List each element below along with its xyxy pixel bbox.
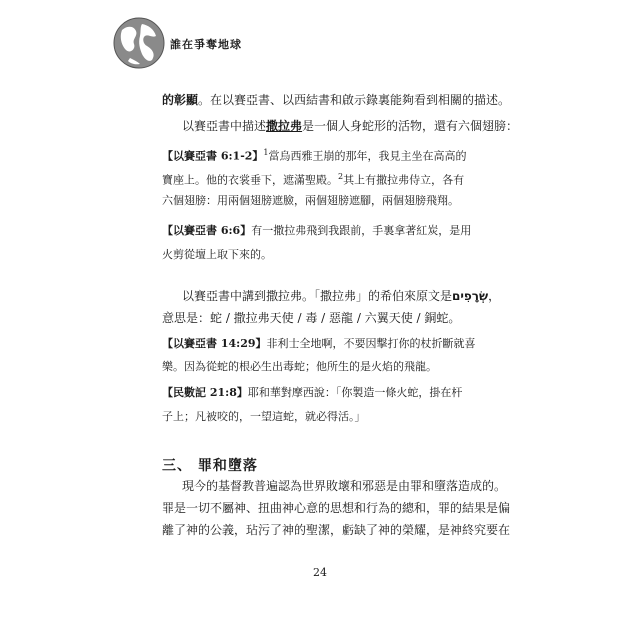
quote-3-line-2: 樂。因為從蛇的根必生出毒蛇；他所生的是火焰的飛龍。 <box>162 360 437 373</box>
quote-text: 寶座上。他的衣裳垂下，遮滿聖殿。 <box>162 173 338 187</box>
quote-text: 當烏西雅王崩的那年，我見主坐在高高的 <box>268 149 467 163</box>
paragraph-1 <box>162 92 510 108</box>
paragraph-3-line-2: 意思是：蛇 / 撒拉弗天使 / 毒 / 惡龍 / 六翼天使 / 銅蛇。 <box>162 311 461 325</box>
paragraph-text: 以賽亞書中描述 <box>182 119 267 133</box>
paragraph-4-line-3: 離了神的公義，玷污了神的聖潔，虧缺了神的榮耀，是神終究要在 <box>162 523 511 537</box>
bold-text: 的彰顯 <box>162 93 199 107</box>
quote-1-line-1 <box>162 145 467 165</box>
paragraph-text: 以賽亞書中講到撒拉弗。「撒拉弗」的希伯來原文是 <box>182 289 453 303</box>
paragraph-4-line-2: 罪是一切不屬神、扭曲神心意的思想和行為的總和，罪的結果是偏 <box>162 501 511 515</box>
running-header-title: 誰在爭奪地球 <box>170 38 242 51</box>
quote-1-line-2 <box>162 169 464 189</box>
section-heading: 三、 罪和墮落 <box>162 458 258 474</box>
scripture-ref: 【以賽亞書 6:1-2】 <box>162 149 264 163</box>
quote-3-line-1 <box>162 336 476 352</box>
paragraph-2 <box>182 118 518 134</box>
page-number: 24 <box>313 566 327 579</box>
quote-4-line-2: 子上；凡被咬的，一望這蛇，就必得活。」 <box>162 410 366 423</box>
quote-1-line-3: 六個翅膀：用兩個翅膀遮臉，兩個翅膀遮腳，兩個翅膀飛翔。 <box>162 194 459 207</box>
quote-text: 其上有撒拉弗侍立，各有 <box>343 173 465 187</box>
verse-number: 2 <box>338 172 344 181</box>
quote-4-line-1 <box>162 385 462 401</box>
hebrew-word: שְׂרָפִים <box>452 289 489 303</box>
scripture-ref: 【民數記 21:8】 <box>162 386 248 399</box>
quote-text: 耶和華對摩西說：「你製造一條火蛇，掛在杆 <box>247 386 463 399</box>
quote-text: 非利士全地啊，不要因擊打你的杖折斷就喜 <box>266 337 476 350</box>
paragraph-text: 。在以賽亞書、以西結書和啟示錄裏能夠看到相關的描述。 <box>198 93 511 107</box>
paragraph-4-line-1: 現今的基督教普遍認為世界敗壞和邪惡是由罪和墮落造成的。 <box>182 479 507 493</box>
quote-text: 有一撒拉弗飛到我跟前，手裏拿著紅炭，是用 <box>251 224 472 237</box>
verse-number: 1 <box>263 148 269 157</box>
globe-icon <box>112 16 166 70</box>
scripture-ref: 【以賽亞書 14:29】 <box>162 337 267 350</box>
punctuation: ， <box>488 289 501 303</box>
paragraph-3-line-1 <box>182 288 500 304</box>
paragraph-text: 是一個人身蛇形的活物，還有六個翅膀： <box>302 119 519 133</box>
underlined-term: 撒拉弗 <box>266 119 303 133</box>
scripture-ref: 【以賽亞書 6:6】 <box>162 224 252 237</box>
quote-2-line-1 <box>162 223 471 239</box>
quote-2-line-2: 火剪從壇上取下來的。 <box>162 248 272 261</box>
